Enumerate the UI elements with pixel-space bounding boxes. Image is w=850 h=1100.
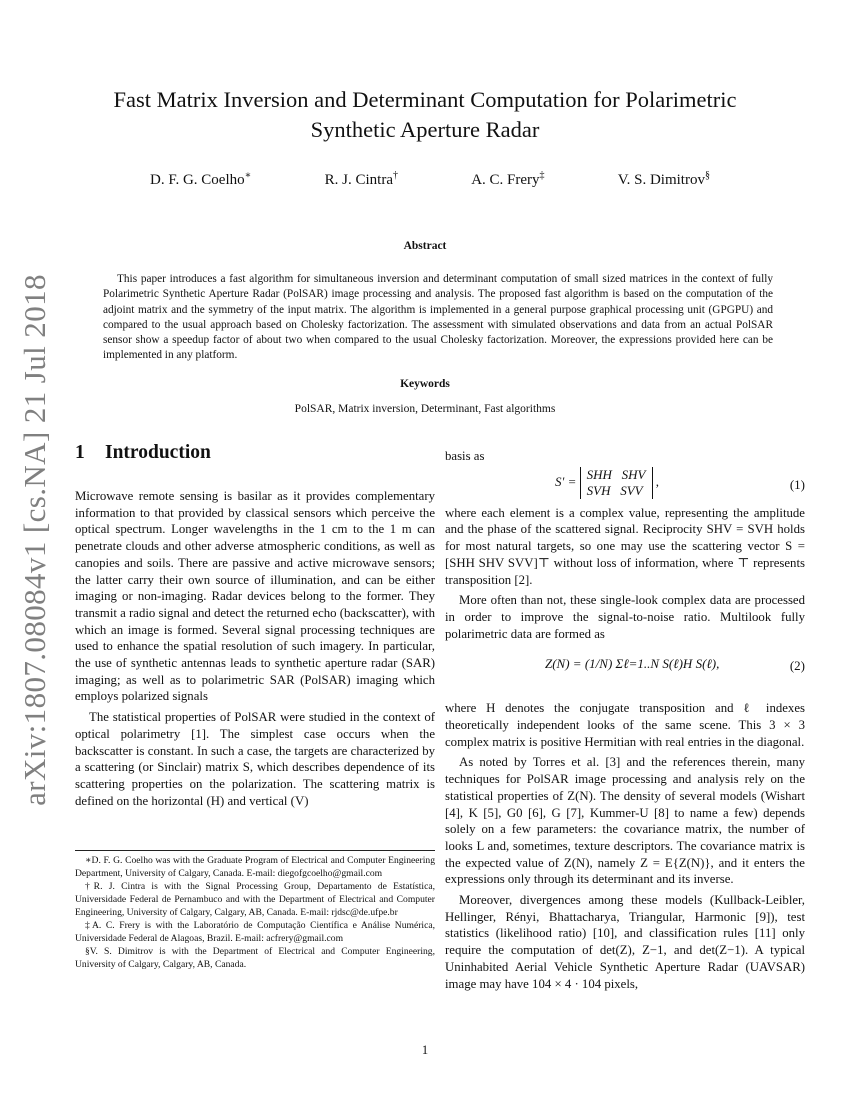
author-cintra: R. J. Cintra† [324,170,398,188]
paper-title [80,85,770,145]
abstract-text: This paper introduces a fast algorithm for simultaneous inversion and determinant computation of small sized matrices in the context of fully Polarimetric Synthetic Aperture Radar (PolSAR) image processing and analysis. The proposed fast algorithm is based on the computation of the adjoint matrix and the symmetry of the input matrix. The algorithm is implemented in a general purpose graphical processing unit (GPGPU) and compared to the usual approach based on Cholesky factorization. The assessment with simulated observations and data from an actual PolSAR sensor show a speedup factor of about two when compared to the usual Cholesky factorization. Moreover, the expressions provided here can be implemented in any platform. [103,273,773,362]
section-number: 1 [75,442,85,463]
section-heading-introduction [75,442,211,464]
keywords-text: PolSAR, Matrix inversion, Determinant, Fast algorithms [294,403,556,415]
equation-1: S′ = SHH SHV SVH SVV , (1) [555,466,805,498]
intro-paragraph-2: The statistical properties of PolSAR were studied in the context of optical polarimetry [1]. The simplest case occurs when the backscatter is constant. In such a case, the targets are characterized by a scattering (or Sinclair) matrix S, which describes dependence of its scattering properties on the polarization. The scattering matrix is defined on the horizontal (H) and vertical (V) [75,710,435,808]
author-frery: A. C. Frery‡ [471,170,545,188]
basis-text: basis as [445,449,485,463]
scattering-matrix: SHH SHV SVH SVV [580,467,653,499]
footnote-frery: ‡A. C. Frery is with the Laboratório de Computação Científica e Análise Numérica, Universidade Federal de Alagoas, Brazil. E-mail: acfrery@gmail.com [75,920,435,944]
footnote-coelho: ∗D. F. G. Coelho was with the Graduate Program of Electrical and Computer Engineering Department, University of Calgary, Canada. E-mail: diegofgcoelho@gmail.com [75,855,435,879]
equation-1-number: (1) [789,476,805,492]
paragraph-scattering-vector: where each element is a complex value, representing the amplitude and the phase of the scattered signal. Reciprocity SHV = SVH holds for most natural targets, so one may use the scattering vector S = [SHH SHV SVV]⊤ without loss of information, where ⊤ represents transposition [2]. [445,505,805,587]
author-dimitrov: V. S. Dimitrov§ [617,170,710,188]
equation-2 [445,642,805,700]
footnotes [75,850,435,971]
abstract-heading: Abstract [403,240,447,252]
paragraph-divergences: Moreover, divergences among these models (Kullback-Leibler, Hellinger, Rényi, Bhattacharya, Triangular, Harmonic [9]), test statistics (likelihood ratio) [10], and classification rules [11] only require the computation of det(Z), Z−1, and det(Z−1). A typical Uninhabited Aerial Vehicle Synthetic Aperture Radar (UAVSAR) image may have 104 × 4 · 104 pixels, [445,893,805,991]
section-title: Introduction [105,442,211,463]
paragraph-multilook: More often than not, these single-look complex data are processed in order to improve the signal-to-noise ratio. Multilook fully polarimetric data are formed as [445,593,805,641]
title-line-2: Synthetic Aperture Radar [310,117,540,142]
footnote-cintra: †R. J. Cintra is with the Signal Processing Group, Departamento de Estatística, Universidade Federal de Pernambuco and with the Department of Electrical and Computer Engineering, University of Calgary, Calgary, AB, Canada. E-mail: rjdsc@de.ufpe.br [75,881,435,918]
author-coelho: D. F. G. Coelho∗ [150,170,252,188]
arxiv-identifier-stamp: arXiv:1807.08084v1 [cs.NA] 21 Jul 2018 [17,274,52,806]
left-column [75,488,435,809]
paragraph-torres: As noted by Torres et al. [3] and the references therein, many techniques for PolSAR image processing and analysis rely on the statistical properties of Z(N). The density of several models (Wishart [4], K [5], G0 [6], G [7], Kummer-U [8] to name a few) depends solely on a few parameters: the covariance matrix, the number of looks L and, sometimes, texture descriptors. The covariance matrix is the expected value of Z(N), namely Z = E{Z(N)}, and it enters the expressions only through its determinant and its inverse. [445,755,805,887]
eq2-body: Z(N) = (1/N) Σℓ=1..N S(ℓ)H S(ℓ), [545,656,720,672]
author-list [150,170,710,189]
paragraph-hermitian: where H denotes the conjugate transposition and ℓ indexes theoretically independent looks of the same scene. This 3 × 3 complex matrix is positive Hermitian with real entries in the diagonal. [445,701,805,749]
keywords-heading: Keywords [400,378,450,390]
footnote-dimitrov: §V. S. Dimitrov is with the Department of Electrical and Computer Engineering, University of Calgary, Calgary, AB, Canada. [75,946,435,970]
equation-2-number: (2) [789,658,805,674]
title-line-1: Fast Matrix Inversion and Determinant Computation for Polarimetric [113,87,737,112]
eq1-lhs: S′ = [555,473,577,489]
right-column [445,448,805,992]
page-number: 1 [421,1043,429,1057]
intro-paragraph-1: Microwave remote sensing is basilar as it provides complementary information to that provided by classical sensors which perceive the optical spectrum. Longer wavelengths in the 1 cm to the 1 m can penetrate clouds and other adverse atmospheric conditions, as well as canopies and soils. There are passive and active microwave sensors; the latter carry their own source of illumination, and can be either imaging or non-imaging. Radar devices belong to the former. They transmit a radio signal and detect the returned echo (backscatter), with which an image is formed. Several signal processing techniques are used to enhance the spatial resolution of such imagery. In particular, the use of synthetic antennas leads to synthetic aperture radar (SAR) imaging; as well as to polarimetric SAR (PolSAR) imaging which employs polarized signals [75,489,435,704]
